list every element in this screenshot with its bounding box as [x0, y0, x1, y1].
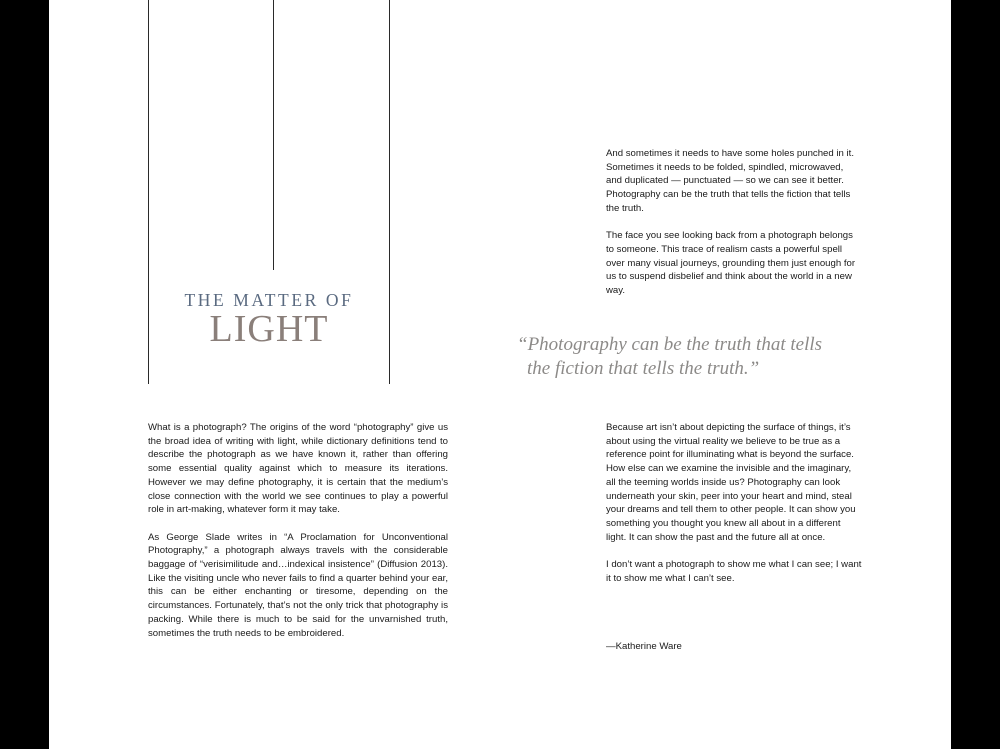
body-paragraph: The face you see looking back from a photograph belongs to someone. This trace of realism casts a powerful spell over many visual journeys, grounding them just enough for us to suspend disbelief and think about the world in a new way. [606, 230, 856, 297]
pull-quote [517, 333, 847, 381]
body-paragraph: I don’t want a photograph to show me what I can see; I want it to show me what I can’t see. [606, 559, 862, 584]
pull-quote-line: the fiction that tells the truth.” [527, 358, 760, 379]
pull-quote-line: “Photography can be the truth that tells [517, 334, 823, 355]
vertical-rule-right [389, 0, 390, 384]
body-paragraph: What is a photograph? The origins of the word “photography” give us the broad idea of writing with light, while dictionary definitions tend to describe the photograph as we have known it, rather than offering some essential quality against which to measure its iterations. However we may define photography, it is certain that the medium’s close connection with the world we see continues to play a powerful role in art-making, whatever form it may take. [148, 422, 448, 516]
magazine-spread [49, 0, 951, 749]
right-top-column-text [606, 147, 861, 298]
body-paragraph: As George Slade writes in “A Proclamation for Unconventional Photography,” a photograph always travels with the considerable baggage of “verisimilitude and…indexical insistence” (Diffusion 2013). Like the visiting uncle who never fails to find a quarter behind your ear, this can be either enchanting or tiresome, depending on the circumstances. Fortunately, that’s not the only trick that photography is packing. While there is much to be said for the unvarnished truth, sometimes the truth needs to be embroidered. [148, 531, 448, 639]
left-column-text [148, 421, 448, 640]
article-title [149, 289, 389, 349]
title-top-line: THE MATTER OF [184, 290, 354, 310]
body-paragraph: And sometimes it needs to have some holes punched in it. Sometimes it needs to be folded, spindled, microwaved, and duplicated — punctuated — so we can see it better. Photography can be the truth that tells the fiction that tells the truth. [606, 148, 854, 214]
title-main-word: LIGHT [209, 308, 329, 350]
author-signature: —Katherine Ware [606, 641, 682, 652]
right-bottom-column-text [606, 421, 862, 585]
vertical-rule-center [273, 0, 274, 270]
body-paragraph: Because art isn’t about depicting the surface of things, it’s about using the virtual reality we believe to be true as a reference point for illuminating what is beyond the surface. How else can we examine the invisible and the imaginary, all the teeming worlds inside us? Photography can look underneath your skin, peer into your heart and mind, steal your dreams and tell them to other people. It can show you something you thought you knew all about in a different light. It can show the past and the future all at once. [606, 422, 856, 543]
